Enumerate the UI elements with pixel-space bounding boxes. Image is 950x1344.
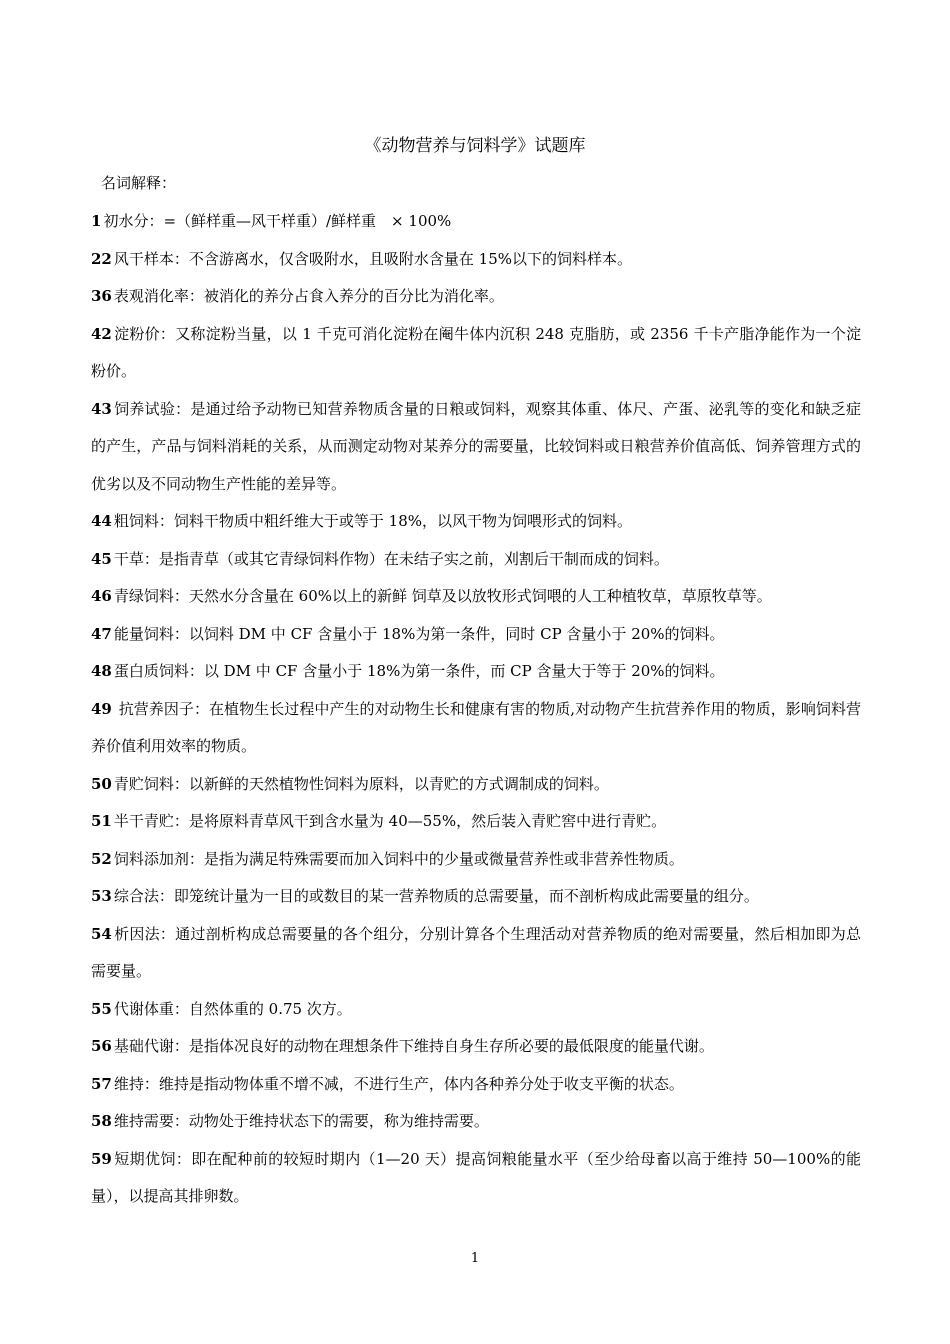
term-text: 初水分：=（鲜样重—风干样重）/鲜样重 × 100% xyxy=(103,212,452,230)
term-number: 57 xyxy=(91,1074,112,1093)
term-number: 58 xyxy=(91,1112,112,1130)
term-number: 55 xyxy=(91,999,112,1018)
term-entry xyxy=(91,578,861,616)
term-number: 59 xyxy=(91,1149,112,1168)
term-text: 青贮饲料：以新鲜的天然植物性饲料为原料，以青贮的方式调制成的饲料。 xyxy=(113,774,609,793)
term-text: 能量饲料：以饲料 DM 中 CF 含量小于 18%为第一条件，同时 CP 含量小于 20%的饲料。 xyxy=(113,624,725,643)
term-text: 短期优饲：即在配种前的较短时期内（1—20 天）提高饲粮能量水平（至少给母畜以高于维持 50—100%的能量），以提高其排卵数。 xyxy=(91,1149,861,1205)
term-list xyxy=(91,203,861,1216)
section-heading: 名词解释： xyxy=(101,174,177,192)
term-entry xyxy=(91,803,861,841)
term-entry xyxy=(91,1028,861,1066)
term-entry xyxy=(91,541,861,579)
term-number: 1 xyxy=(91,212,102,230)
term-entry xyxy=(91,391,861,504)
term-text: 维持需要：动物处于维持状态下的需要，称为维持需要。 xyxy=(113,1112,489,1130)
term-number: 22 xyxy=(91,249,112,268)
term-entry xyxy=(91,316,861,391)
term-entry xyxy=(91,1066,861,1104)
term-number: 50 xyxy=(91,774,112,793)
document-title: 《动物营养与饲料学》试题库 xyxy=(364,136,586,156)
term-text: 蛋白质饲料：以 DM 中 CF 含量小于 18%为第一条件，而 CP 含量大于等于 20%的饲料。 xyxy=(113,662,725,680)
term-text: 粗饲料：饲料干物质中粗纤维大于或等于 18%，以风干物为饲喂形式的饲料。 xyxy=(113,512,632,530)
term-text: 青绿饲料：天然水分含量在 60%以上的新鲜 饲草及以放牧形式饲喂的人工种植牧草，草原牧草等。 xyxy=(113,587,772,605)
term-entry xyxy=(91,203,861,241)
term-entry xyxy=(91,1103,861,1141)
term-entry xyxy=(91,503,861,541)
term-entry xyxy=(91,653,861,691)
term-entry xyxy=(91,878,861,916)
term-entry xyxy=(91,991,861,1029)
term-number: 54 xyxy=(91,924,112,943)
term-entry xyxy=(91,691,861,766)
term-number: 48 xyxy=(91,662,112,680)
page-number: 1 xyxy=(470,1251,480,1266)
term-entry xyxy=(91,1141,861,1216)
term-number: 53 xyxy=(91,887,112,905)
term-text: 代谢体重：自然体重的 0.75 次方。 xyxy=(113,999,352,1018)
term-text: 综合法：即笼统计量为一目的或数目的某一营养物质的总需要量，而不剖析构成此需要量的组分。 xyxy=(113,887,759,905)
term-number: 42 xyxy=(91,324,112,343)
term-entry xyxy=(91,241,861,279)
term-entry xyxy=(91,278,861,316)
term-number: 45 xyxy=(91,549,112,568)
term-number: 52 xyxy=(91,849,112,868)
term-text: 析因法：通过剖析构成总需要量的各个组分，分别计算各个生理活动对营养物质的绝对需要量，然后相加即为总需要量。 xyxy=(91,924,861,980)
term-number: 46 xyxy=(91,587,112,605)
term-text: 饲养试验：是通过给予动物已知营养物质含量的日粮或饲料，观察其体重、体尺、产蛋、泌乳等的变化和缺乏症的产生，产品与饲料消耗的关系，从而测定动物对某养分的需要量，比较饲料或日粮营养价值高低、饲养管理方式的优劣以及不同动物生产性能的差异等。 xyxy=(91,399,861,493)
term-text: 抗营养因子：在植物生长过程中产生的对动物生长和健康有害的物质,对动物产生抗营养作用的物质，影响饲料营养价值利用效率的物质。 xyxy=(91,699,861,755)
term-text: 干草：是指青草（或其它青绿饲料作物）在未结子实之前，刈割后干制而成的饲料。 xyxy=(113,549,669,568)
term-text: 维持：维持是指动物体重不增不减，不进行生产，体内各种养分处于收支平衡的状态。 xyxy=(113,1074,684,1093)
term-text: 饲料添加剂：是指为满足特殊需要而加入饲料中的少量或微量营养性或非营养性物质。 xyxy=(113,849,684,868)
term-number: 49 xyxy=(91,699,112,718)
term-number: 43 xyxy=(91,399,112,418)
term-text: 半干青贮：是将原料青草风干到含水量为 40—55%，然后装入青贮窖中进行青贮。 xyxy=(113,812,667,830)
term-entry xyxy=(91,841,861,879)
term-number: 36 xyxy=(91,287,112,305)
term-number: 56 xyxy=(91,1037,112,1055)
term-text: 表观消化率：被消化的养分占食入养分的百分比为消化率。 xyxy=(113,287,504,305)
term-entry xyxy=(91,916,861,991)
term-number: 44 xyxy=(91,512,112,530)
term-entry xyxy=(91,616,861,654)
term-number: 47 xyxy=(91,624,112,643)
term-text: 淀粉价：又称淀粉当量，以 1 千克可消化淀粉在阉牛体内沉积 248 克脂肪，或 2356 千卡产脂净能作为一个淀粉价。 xyxy=(91,324,861,380)
term-number: 51 xyxy=(91,812,112,830)
term-entry xyxy=(91,766,861,804)
term-text: 风干样本：不含游离水，仅含吸附水，且吸附水含量在 15%以下的饲料样本。 xyxy=(113,249,632,268)
term-text: 基础代谢：是指体况良好的动物在理想条件下维持自身生存所必要的最低限度的能量代谢。 xyxy=(113,1037,714,1055)
